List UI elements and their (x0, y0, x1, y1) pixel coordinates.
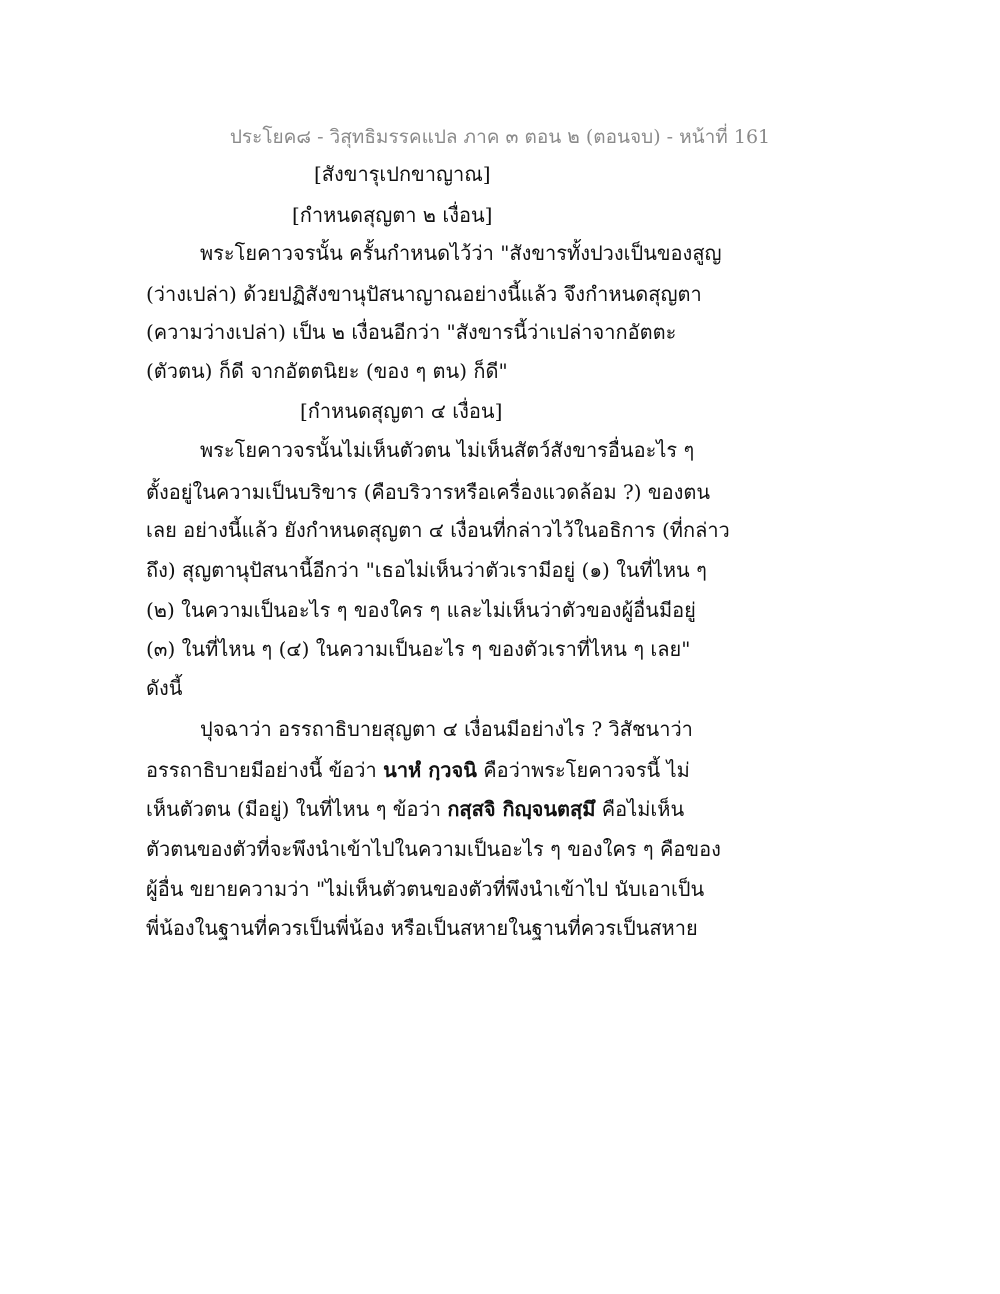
page-header: ประโยค๘ - วิสุทธิมรรคแปล ภาค ๓ ตอน ๒ (ตอนจบ) - หน้าที่ 161 (229, 126, 771, 148)
text-line (146, 794, 684, 824)
section-heading: [สังขารุเปกขาญาณ] (314, 162, 491, 186)
text-line (146, 755, 690, 785)
text-span: คือว่าพระโยคาวจรนี้ ไม่ (476, 758, 690, 782)
subsection-heading-1: [กำหนดสุญตา ๒ เงื่อน] (292, 203, 493, 227)
pali-term: กสฺสจิ กิญฺจนตสฺมึ (447, 797, 596, 821)
text-line: (ว่างเปล่า) ด้วยปฏิสังขานุปัสนาญาณอย่างนี้แล้ว จึงกำหนดสุญตา (146, 282, 702, 306)
text-line: พระโยคาวจรนั้น ครั้นกำหนดไว้ว่า "สังขารทั้งปวงเป็นของสูญ (200, 241, 722, 265)
pali-term: นาหํ กฺวจนิ (383, 758, 477, 782)
text-line: ตัวตนของตัวที่จะพึงนำเข้าไปในความเป็นอะไร ๆ ของใคร ๆ คือของ (146, 837, 721, 861)
text-line: (๓) ในที่ไหน ๆ (๔) ในความเป็นอะไร ๆ ของตัวเราที่ไหน ๆ เลย" (146, 637, 691, 661)
text-line: (ตัวตน) ก็ดี จากอัตตนิยะ (ของ ๆ ตน) ก็ดี" (146, 359, 508, 383)
text-span: เห็นตัวตน (มีอยู่) ในที่ไหน ๆ ข้อว่า (146, 797, 448, 821)
text-line: พระโยคาวจรนั้นไม่เห็นตัวตน ไม่เห็นสัตว์สังขารอื่นอะไร ๆ (200, 438, 695, 462)
text-line: (๒) ในความเป็นอะไร ๆ ของใคร ๆ และไม่เห็นว่าตัวของผู้อื่นมีอยู่ (146, 598, 696, 622)
text-line: (ความว่างเปล่า) เป็น ๒ เงื่อนอีกว่า "สังขารนี้ว่าเปล่าจากอัตตะ (146, 320, 677, 344)
text-line: ดังนี้ (146, 676, 183, 700)
text-line: เลย อย่างนี้แล้ว ยังกำหนดสุญตา ๔ เงื่อนที่กล่าวไว้ในอธิการ (ที่กล่าว (146, 518, 730, 542)
text-span: คือไม่เห็น (595, 797, 685, 821)
subsection-heading-2: [กำหนดสุญตา ๔ เงื่อน] (300, 399, 503, 423)
text-line: ตั้งอยู่ในความเป็นบริขาร (คือบริวารหรือเครื่องแวดล้อม ?) ของตน (146, 480, 711, 504)
text-line: ถึง) สุญตานุปัสนานี้อีกว่า "เธอไม่เห็นว่าตัวเรามีอยู่ (๑) ในที่ไหน ๆ (146, 558, 707, 582)
text-line: พี่น้องในฐานที่ควรเป็นพี่น้อง หรือเป็นสหายในฐานที่ควรเป็นสหาย (146, 916, 698, 940)
text-line: ปุจฉาว่า อรรถาธิบายสุญตา ๔ เงื่อนมีอย่างไร ? วิสัชนาว่า (200, 717, 693, 741)
text-line: ผู้อื่น ขยายความว่า "ไม่เห็นตัวตนของตัวที่พึงนำเข้าไป นับเอาเป็น (146, 877, 705, 901)
text-span: อรรถาธิบายมีอย่างนี้ ข้อว่า (146, 758, 384, 782)
